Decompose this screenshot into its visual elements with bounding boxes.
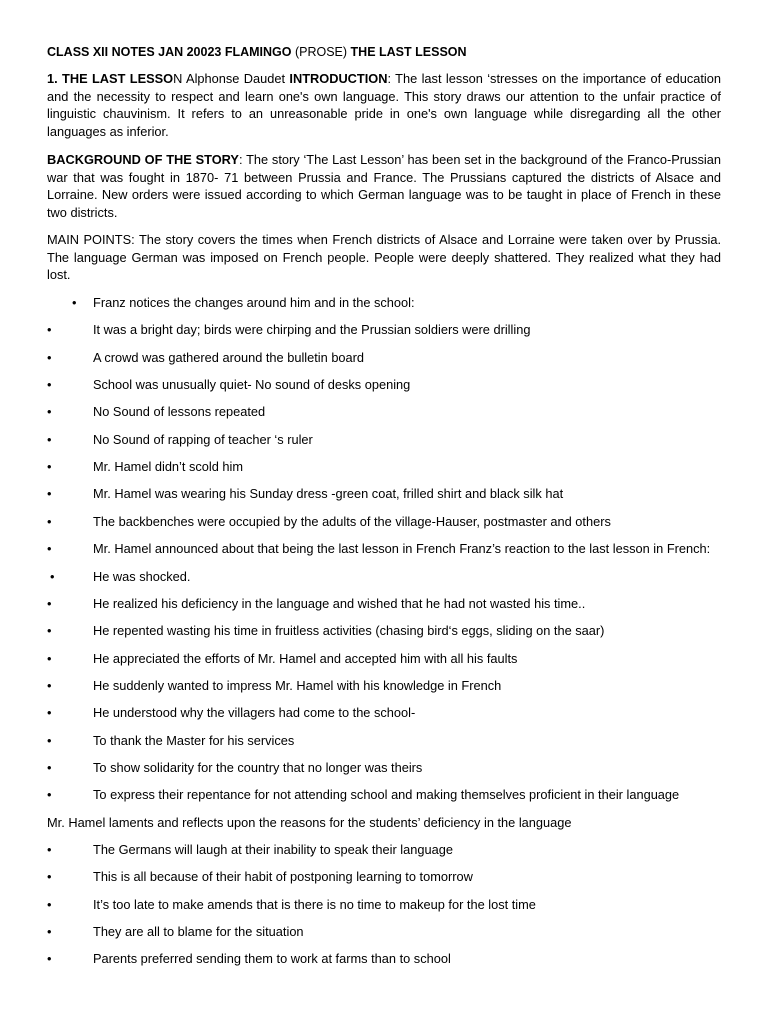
list-item	[47, 896, 737, 914]
bullet-icon: •	[47, 923, 52, 939]
bullet-icon: •	[47, 896, 52, 912]
title-lesson-name: THE LAST LESSON	[350, 45, 467, 59]
list-item-text: School was unusually quiet- No sound of desks opening	[93, 377, 411, 393]
list-item	[47, 841, 737, 859]
list-item	[47, 568, 737, 586]
list-item	[47, 540, 737, 558]
bullet-icon: •	[47, 349, 52, 365]
bullet-icon: •	[72, 295, 77, 310]
bullet-icon: •	[47, 842, 52, 857]
list-item-text: No Sound of rapping of teacher ‘s ruler	[93, 431, 313, 447]
bullet-icon: •	[47, 869, 52, 885]
title-class-notes: CLASS XII NOTES JAN 20023 FLAMINGO	[47, 45, 292, 59]
intro-heading-part-a: 1. THE LAST LESSO	[47, 71, 174, 86]
list-item-text: This is all because of their habit of postponing learning to tomorrow	[93, 869, 473, 885]
bullet-icon: •	[47, 513, 52, 529]
list-item-text: They are all to blame for the situation	[93, 923, 304, 939]
list-item	[47, 786, 737, 804]
list-item-text: He understood why the villagers had come to the school-	[93, 705, 416, 721]
background-heading: BACKGROUND OF THE STORY	[47, 152, 239, 167]
list-item-text: He suddenly wanted to impress Mr. Hamel with his knowledge in French	[93, 677, 502, 693]
list-item-text: He repented wasting his time in fruitless activities (chasing bird‘s eggs, sliding on the saar)	[93, 623, 605, 639]
bullet-icon: •	[47, 787, 52, 803]
main-points-paragraph	[47, 231, 721, 284]
list-item-text: He realized his deficiency in the language and wished that he had not wasted his time..	[93, 595, 586, 611]
bullet-icon: •	[47, 322, 52, 338]
list-item	[47, 294, 737, 312]
list-item	[47, 677, 737, 695]
bullet-icon: •	[50, 568, 55, 584]
list-item	[47, 923, 737, 941]
list-item-text: A crowd was gathered around the bulletin board	[93, 349, 365, 365]
list-item-text: Mr. Hamel announced about that being the last lesson in French Franz’s reaction to the last lesson in French:	[93, 541, 711, 557]
list-item	[47, 622, 737, 640]
list-item-text: No Sound of lessons repeated	[93, 404, 266, 420]
bullet-icon: •	[47, 623, 52, 639]
list-item-text: It was a bright day; birds were chirping and the Prussian soldiers were drilling	[93, 322, 531, 338]
bullet-icon: •	[47, 431, 52, 447]
list-item	[47, 868, 737, 886]
list-item-text: Mr. Hamel didn’t scold him	[93, 459, 244, 475]
bullet-icon: •	[47, 459, 52, 475]
intro-heading-part-b: N Alphonse Daudet	[173, 71, 290, 86]
list-item	[47, 704, 737, 722]
list-item	[47, 458, 737, 476]
list-item	[47, 349, 737, 367]
list-item	[47, 321, 737, 339]
list-item-text: It’s too late to make amends that is there is no time to makeup for the lost time	[93, 896, 536, 912]
bullet-icon: •	[47, 677, 52, 693]
intro-heading-label: INTRODUCTION	[289, 71, 388, 86]
list-item-text: To express their repentance for not attending school and making themselves proficient in their language	[93, 787, 680, 803]
list-item-text: To thank the Master for his services	[93, 732, 295, 748]
title-prose: (PROSE)	[291, 45, 351, 59]
background-paragraph	[47, 151, 721, 221]
bullet-icon: •	[47, 595, 52, 611]
introduction-paragraph	[47, 70, 721, 140]
list-item-text: He was shocked.	[93, 568, 191, 584]
list-item-text: Franz notices the changes around him and in the school:	[93, 295, 415, 310]
intro-text: : The last lesson ‘stresses on the importance of education and the necessity to respect and learn one's own language. This story draws our attention to the unfair practice of linguistic chauvinism. It refers to an unreasonable pride in one's own language while disregarding all the other languages as inferior.	[47, 71, 721, 139]
bullet-icon: •	[47, 404, 52, 420]
bullet-icon: •	[47, 650, 52, 666]
list-item	[47, 595, 737, 613]
bullet-icon: •	[47, 732, 52, 748]
list-item-text: He appreciated the efforts of Mr. Hamel and accepted him with all his faults	[93, 650, 518, 666]
list-item	[47, 950, 737, 968]
list-item	[47, 513, 737, 531]
bullet-icon: •	[47, 759, 52, 775]
list-item	[47, 431, 737, 449]
list-item	[47, 759, 737, 777]
list-item	[47, 732, 737, 750]
list-item	[47, 376, 737, 394]
list-item	[47, 485, 737, 503]
laments-line: Mr. Hamel laments and reflects upon the reasons for the students’ deficiency in the language	[47, 815, 572, 830]
bullet-icon: •	[47, 951, 52, 967]
list-item-text: The Germans will laugh at their inability to speak their language	[93, 842, 453, 857]
list-item-text: Mr. Hamel was wearing his Sunday dress -green coat, frilled shirt and black silk hat	[93, 486, 564, 502]
bullet-icon: •	[47, 541, 52, 557]
background-text: : The story ‘The Last Lesson’ has been set in the background of the Franco-Prussian war that was fought in 1870- 71 between Prussia and France. The Prussians captured the districts of Alsace and Lorraine. New orders were issued according to which German language was to be taught in place of French in these two districts.	[47, 152, 722, 220]
document-title	[47, 44, 727, 61]
bullet-icon: •	[47, 486, 52, 502]
list-item	[47, 650, 737, 668]
bullet-icon: •	[47, 377, 52, 393]
bullet-icon: •	[47, 705, 52, 721]
list-item	[47, 403, 737, 421]
list-item-text: To show solidarity for the country that no longer was theirs	[93, 759, 423, 775]
list-item-text: The backbenches were occupied by the adults of the village-Hauser, postmaster and others	[93, 513, 611, 529]
main-points-text: MAIN POINTS: The story covers the times when French districts of Alsace and Lorraine were taken over by Prussia. The language German was imposed on French people. People were deeply shattered. They realized what they had lost.	[47, 232, 721, 283]
list-item-text: Parents preferred sending them to work at farms than to school	[93, 951, 451, 967]
